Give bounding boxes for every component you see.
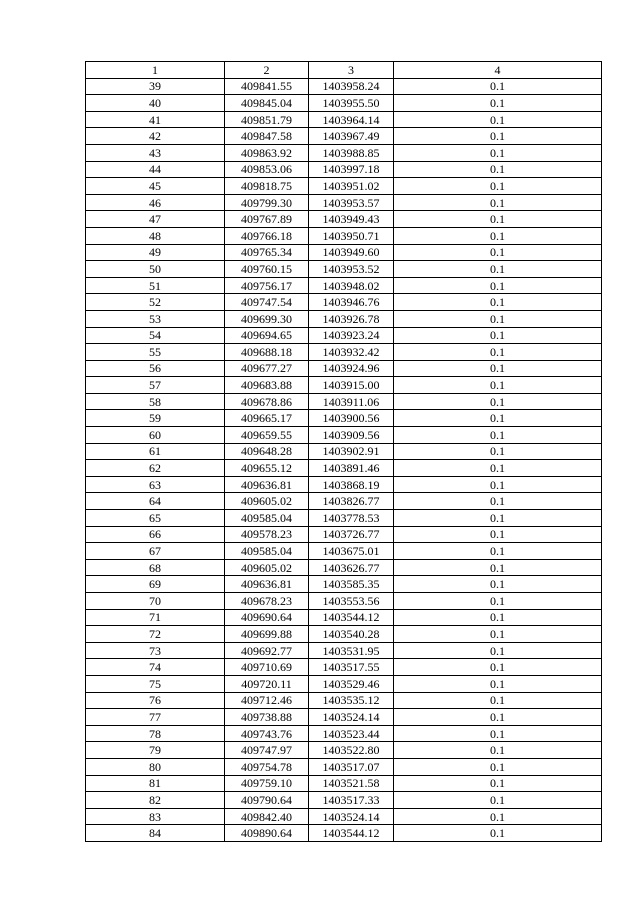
x-coordinate-cell: 409743.76 (225, 725, 309, 742)
value-cell: 0.1 (394, 808, 602, 825)
value-cell: 0.1 (394, 294, 602, 311)
y-coordinate-cell: 1403950.71 (309, 227, 394, 244)
point-number-cell: 67 (86, 543, 225, 560)
point-number-cell: 66 (86, 526, 225, 543)
value-cell: 0.1 (394, 758, 602, 775)
value-cell: 0.1 (394, 194, 602, 211)
y-coordinate-cell: 1403521.58 (309, 775, 394, 792)
y-coordinate-cell: 1403946.76 (309, 294, 394, 311)
value-cell: 0.1 (394, 576, 602, 593)
table-row (86, 227, 602, 244)
x-coordinate-cell: 409766.18 (225, 227, 309, 244)
point-number-cell: 80 (86, 758, 225, 775)
point-number-cell: 51 (86, 277, 225, 294)
x-coordinate-cell: 409677.27 (225, 360, 309, 377)
value-cell: 0.1 (394, 360, 602, 377)
column-header-2: 2 (225, 62, 309, 79)
value-cell: 0.1 (394, 792, 602, 809)
table-row (86, 576, 602, 593)
point-number-cell: 47 (86, 211, 225, 228)
y-coordinate-cell: 1403726.77 (309, 526, 394, 543)
x-coordinate-cell: 409765.34 (225, 244, 309, 261)
x-coordinate-cell: 409747.97 (225, 742, 309, 759)
header-row (86, 62, 602, 79)
table-row (86, 95, 602, 112)
table-row (86, 642, 602, 659)
x-coordinate-cell: 409712.46 (225, 692, 309, 709)
point-number-cell: 79 (86, 742, 225, 759)
point-number-cell: 69 (86, 576, 225, 593)
point-number-cell: 48 (86, 227, 225, 244)
y-coordinate-cell: 1403524.14 (309, 808, 394, 825)
table-row (86, 792, 602, 809)
table-row (86, 460, 602, 477)
table-row (86, 427, 602, 444)
table-row (86, 294, 602, 311)
point-number-cell: 78 (86, 725, 225, 742)
x-coordinate-cell: 409699.30 (225, 310, 309, 327)
y-coordinate-cell: 1403522.80 (309, 742, 394, 759)
point-number-cell: 52 (86, 294, 225, 311)
x-coordinate-cell: 409636.81 (225, 476, 309, 493)
point-number-cell: 43 (86, 144, 225, 161)
column-header-3: 3 (309, 62, 394, 79)
x-coordinate-cell: 409759.10 (225, 775, 309, 792)
x-coordinate-cell: 409694.65 (225, 327, 309, 344)
value-cell: 0.1 (394, 675, 602, 692)
point-number-cell: 81 (86, 775, 225, 792)
y-coordinate-cell: 1403909.56 (309, 427, 394, 444)
table-row (86, 593, 602, 610)
table-row (86, 493, 602, 510)
y-coordinate-cell: 1403778.53 (309, 510, 394, 527)
value-cell: 0.1 (394, 825, 602, 842)
point-number-cell: 55 (86, 344, 225, 361)
y-coordinate-cell: 1403517.07 (309, 758, 394, 775)
y-coordinate-cell: 1403517.55 (309, 659, 394, 676)
y-coordinate-cell: 1403958.24 (309, 78, 394, 95)
y-coordinate-cell: 1403924.96 (309, 360, 394, 377)
table-row (86, 144, 602, 161)
y-coordinate-cell: 1403675.01 (309, 543, 394, 560)
value-cell: 0.1 (394, 78, 602, 95)
point-number-cell: 75 (86, 675, 225, 692)
value-cell: 0.1 (394, 609, 602, 626)
y-coordinate-cell: 1403523.44 (309, 725, 394, 742)
y-coordinate-cell: 1403949.43 (309, 211, 394, 228)
x-coordinate-cell: 409790.64 (225, 792, 309, 809)
value-cell: 0.1 (394, 377, 602, 394)
x-coordinate-cell: 409688.18 (225, 344, 309, 361)
x-coordinate-cell: 409738.88 (225, 709, 309, 726)
point-number-cell: 71 (86, 609, 225, 626)
table-row (86, 344, 602, 361)
value-cell: 0.1 (394, 593, 602, 610)
point-number-cell: 58 (86, 393, 225, 410)
value-cell: 0.1 (394, 211, 602, 228)
y-coordinate-cell: 1403529.46 (309, 675, 394, 692)
x-coordinate-cell: 409842.40 (225, 808, 309, 825)
y-coordinate-cell: 1403988.85 (309, 144, 394, 161)
table-row (86, 709, 602, 726)
y-coordinate-cell: 1403553.56 (309, 593, 394, 610)
x-coordinate-cell: 409747.54 (225, 294, 309, 311)
table-row (86, 510, 602, 527)
y-coordinate-cell: 1403953.52 (309, 261, 394, 278)
point-number-cell: 57 (86, 377, 225, 394)
value-cell: 0.1 (394, 393, 602, 410)
value-cell: 0.1 (394, 493, 602, 510)
value-cell: 0.1 (394, 144, 602, 161)
table-row (86, 725, 602, 742)
point-number-cell: 56 (86, 360, 225, 377)
table-row (86, 377, 602, 394)
x-coordinate-cell: 409863.92 (225, 144, 309, 161)
point-number-cell: 39 (86, 78, 225, 95)
value-cell: 0.1 (394, 692, 602, 709)
table-row (86, 211, 602, 228)
point-number-cell: 74 (86, 659, 225, 676)
table-row (86, 327, 602, 344)
point-number-cell: 62 (86, 460, 225, 477)
table-row (86, 742, 602, 759)
table-row (86, 543, 602, 560)
value-cell: 0.1 (394, 775, 602, 792)
table-row (86, 675, 602, 692)
table-header (86, 62, 602, 79)
table-row (86, 808, 602, 825)
x-coordinate-cell: 409605.02 (225, 559, 309, 576)
y-coordinate-cell: 1403915.00 (309, 377, 394, 394)
y-coordinate-cell: 1403891.46 (309, 460, 394, 477)
y-coordinate-cell: 1403902.91 (309, 443, 394, 460)
value-cell: 0.1 (394, 543, 602, 560)
x-coordinate-cell: 409760.15 (225, 261, 309, 278)
x-coordinate-cell: 409767.89 (225, 211, 309, 228)
value-cell: 0.1 (394, 178, 602, 195)
value-cell: 0.1 (394, 559, 602, 576)
point-number-cell: 65 (86, 510, 225, 527)
y-coordinate-cell: 1403923.24 (309, 327, 394, 344)
value-cell: 0.1 (394, 626, 602, 643)
x-coordinate-cell: 409818.75 (225, 178, 309, 195)
x-coordinate-cell: 409683.88 (225, 377, 309, 394)
point-number-cell: 83 (86, 808, 225, 825)
point-number-cell: 60 (86, 427, 225, 444)
table-row (86, 476, 602, 493)
value-cell: 0.1 (394, 310, 602, 327)
point-number-cell: 61 (86, 443, 225, 460)
point-number-cell: 84 (86, 825, 225, 842)
x-coordinate-cell: 409636.81 (225, 576, 309, 593)
value-cell: 0.1 (394, 526, 602, 543)
point-number-cell: 77 (86, 709, 225, 726)
value-cell: 0.1 (394, 427, 602, 444)
point-number-cell: 73 (86, 642, 225, 659)
y-coordinate-cell: 1403540.28 (309, 626, 394, 643)
y-coordinate-cell: 1403955.50 (309, 95, 394, 112)
table-row (86, 775, 602, 792)
table-row (86, 194, 602, 211)
x-coordinate-cell: 409605.02 (225, 493, 309, 510)
table-row (86, 261, 602, 278)
x-coordinate-cell: 409890.64 (225, 825, 309, 842)
table-row (86, 825, 602, 842)
value-cell: 0.1 (394, 95, 602, 112)
table-row (86, 178, 602, 195)
value-cell: 0.1 (394, 443, 602, 460)
y-coordinate-cell: 1403868.19 (309, 476, 394, 493)
x-coordinate-cell: 409841.55 (225, 78, 309, 95)
value-cell: 0.1 (394, 128, 602, 145)
y-coordinate-cell: 1403967.49 (309, 128, 394, 145)
table-row (86, 559, 602, 576)
value-cell: 0.1 (394, 227, 602, 244)
value-cell: 0.1 (394, 161, 602, 178)
point-number-cell: 68 (86, 559, 225, 576)
table-row (86, 526, 602, 543)
value-cell: 0.1 (394, 476, 602, 493)
x-coordinate-cell: 409692.77 (225, 642, 309, 659)
table-row (86, 758, 602, 775)
table-row (86, 310, 602, 327)
x-coordinate-cell: 409699.88 (225, 626, 309, 643)
table-row (86, 78, 602, 95)
value-cell: 0.1 (394, 510, 602, 527)
x-coordinate-cell: 409578.23 (225, 526, 309, 543)
y-coordinate-cell: 1403900.56 (309, 410, 394, 427)
y-coordinate-cell: 1403544.12 (309, 609, 394, 626)
x-coordinate-cell: 409799.30 (225, 194, 309, 211)
point-number-cell: 40 (86, 95, 225, 112)
point-number-cell: 54 (86, 327, 225, 344)
point-number-cell: 70 (86, 593, 225, 610)
value-cell: 0.1 (394, 277, 602, 294)
x-coordinate-cell: 409754.78 (225, 758, 309, 775)
table-row (86, 609, 602, 626)
x-coordinate-cell: 409648.28 (225, 443, 309, 460)
point-number-cell: 42 (86, 128, 225, 145)
x-coordinate-cell: 409847.58 (225, 128, 309, 145)
x-coordinate-cell: 409665.17 (225, 410, 309, 427)
x-coordinate-cell: 409585.04 (225, 510, 309, 527)
column-header-4: 4 (394, 62, 602, 79)
y-coordinate-cell: 1403997.18 (309, 161, 394, 178)
point-number-cell: 53 (86, 310, 225, 327)
y-coordinate-cell: 1403535.12 (309, 692, 394, 709)
value-cell: 0.1 (394, 410, 602, 427)
point-number-cell: 50 (86, 261, 225, 278)
table-row (86, 244, 602, 261)
value-cell: 0.1 (394, 344, 602, 361)
table-row (86, 410, 602, 427)
point-number-cell: 41 (86, 111, 225, 128)
point-number-cell: 82 (86, 792, 225, 809)
y-coordinate-cell: 1403948.02 (309, 277, 394, 294)
point-number-cell: 64 (86, 493, 225, 510)
value-cell: 0.1 (394, 742, 602, 759)
y-coordinate-cell: 1403949.60 (309, 244, 394, 261)
table-row (86, 626, 602, 643)
point-number-cell: 49 (86, 244, 225, 261)
coordinates-table (85, 61, 602, 842)
x-coordinate-cell: 409851.79 (225, 111, 309, 128)
point-number-cell: 63 (86, 476, 225, 493)
value-cell: 0.1 (394, 261, 602, 278)
x-coordinate-cell: 409690.64 (225, 609, 309, 626)
table-row (86, 393, 602, 410)
table-body (86, 78, 602, 841)
x-coordinate-cell: 409659.55 (225, 427, 309, 444)
x-coordinate-cell: 409845.04 (225, 95, 309, 112)
x-coordinate-cell: 409585.04 (225, 543, 309, 560)
y-coordinate-cell: 1403585.35 (309, 576, 394, 593)
point-number-cell: 76 (86, 692, 225, 709)
point-number-cell: 44 (86, 161, 225, 178)
y-coordinate-cell: 1403953.57 (309, 194, 394, 211)
value-cell: 0.1 (394, 460, 602, 477)
value-cell: 0.1 (394, 244, 602, 261)
y-coordinate-cell: 1403517.33 (309, 792, 394, 809)
table-row (86, 360, 602, 377)
point-number-cell: 72 (86, 626, 225, 643)
value-cell: 0.1 (394, 327, 602, 344)
point-number-cell: 46 (86, 194, 225, 211)
y-coordinate-cell: 1403911.06 (309, 393, 394, 410)
point-number-cell: 45 (86, 178, 225, 195)
y-coordinate-cell: 1403524.14 (309, 709, 394, 726)
table-row (86, 161, 602, 178)
value-cell: 0.1 (394, 111, 602, 128)
table-row (86, 659, 602, 676)
table-row (86, 692, 602, 709)
table-row (86, 443, 602, 460)
x-coordinate-cell: 409710.69 (225, 659, 309, 676)
x-coordinate-cell: 409720.11 (225, 675, 309, 692)
table-row (86, 128, 602, 145)
y-coordinate-cell: 1403826.77 (309, 493, 394, 510)
y-coordinate-cell: 1403951.02 (309, 178, 394, 195)
y-coordinate-cell: 1403926.78 (309, 310, 394, 327)
y-coordinate-cell: 1403544.12 (309, 825, 394, 842)
point-number-cell: 59 (86, 410, 225, 427)
table-row (86, 111, 602, 128)
y-coordinate-cell: 1403964.14 (309, 111, 394, 128)
value-cell: 0.1 (394, 659, 602, 676)
value-cell: 0.1 (394, 642, 602, 659)
table-row (86, 277, 602, 294)
x-coordinate-cell: 409678.86 (225, 393, 309, 410)
x-coordinate-cell: 409853.06 (225, 161, 309, 178)
y-coordinate-cell: 1403531.95 (309, 642, 394, 659)
column-header-1: 1 (86, 62, 225, 79)
x-coordinate-cell: 409655.12 (225, 460, 309, 477)
value-cell: 0.1 (394, 709, 602, 726)
y-coordinate-cell: 1403932.42 (309, 344, 394, 361)
y-coordinate-cell: 1403626.77 (309, 559, 394, 576)
x-coordinate-cell: 409756.17 (225, 277, 309, 294)
value-cell: 0.1 (394, 725, 602, 742)
x-coordinate-cell: 409678.23 (225, 593, 309, 610)
